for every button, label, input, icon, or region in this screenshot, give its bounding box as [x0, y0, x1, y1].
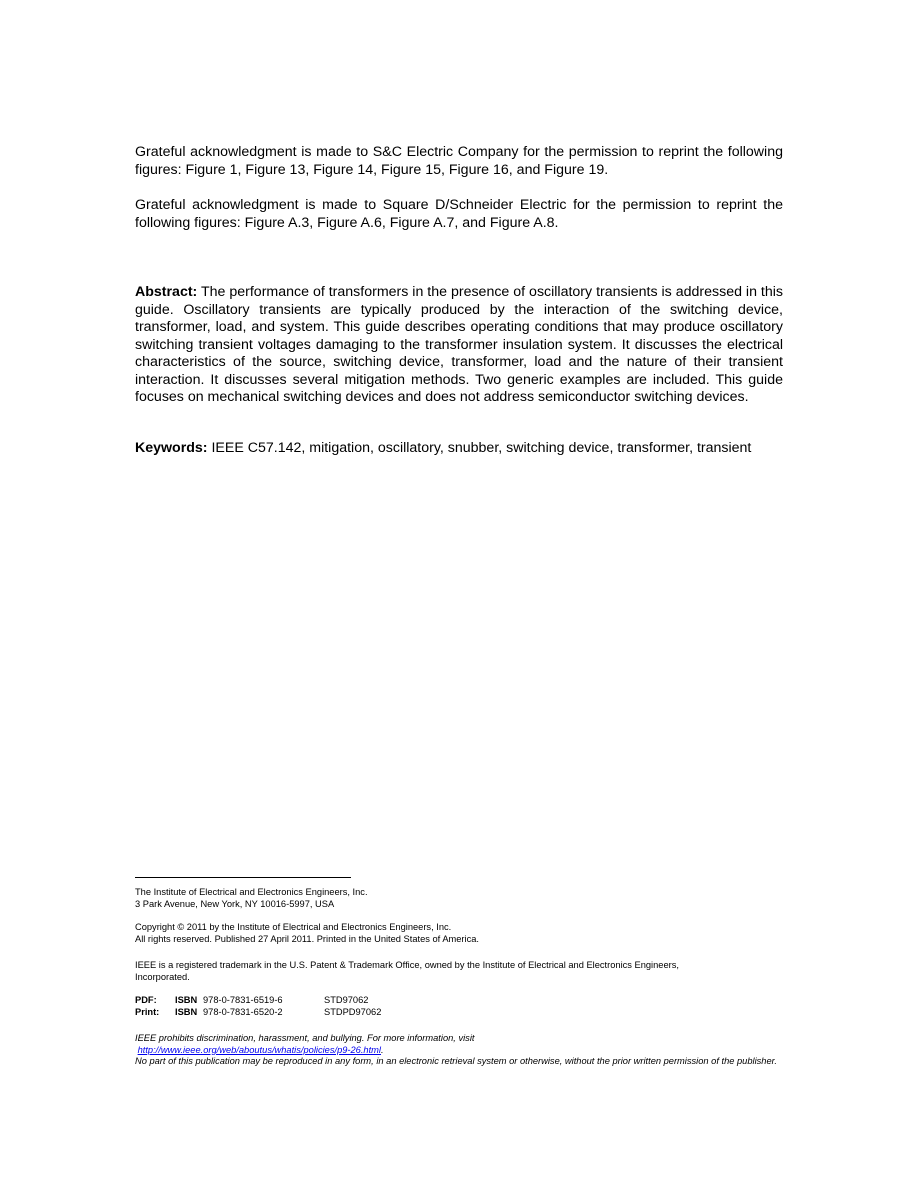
- isbn-format-label: PDF:: [135, 995, 157, 1005]
- policy-link[interactable]: http://www.ieee.org/web/aboutus/whatis/policies/p9-26.html: [137, 1044, 381, 1055]
- abstract-label: Abstract:: [135, 284, 198, 300]
- institute-name: The Institute of Electrical and Electronics Engineers, Inc.: [135, 887, 368, 897]
- keywords-paragraph: [135, 440, 783, 458]
- policy-text: IEEE prohibits discrimination, harassment, and bullying. For more information, visit: [135, 1033, 475, 1043]
- isbn-word: ISBN: [175, 995, 198, 1005]
- trademark-notice: IEEE is a registered trademark in the U.S. Patent & Trademark Office, owned by the Institute of Electrical and Electronics Engineers, Incorporated.: [135, 960, 679, 982]
- policy-notice: [135, 1033, 795, 1068]
- isbn-number: 978-0-7831-6520-2: [203, 1007, 283, 1017]
- reproduction-notice: No part of this publication may be reproduced in any form, in an electronic retrieval system or otherwise, without the prior written permission of the publisher.: [135, 1056, 777, 1066]
- footnote-divider: [135, 877, 351, 878]
- copyright-notice: [135, 922, 795, 945]
- rights-line: All rights reserved. Published 27 April 2011. Printed in the United States of America.: [135, 933, 479, 944]
- isbn-format-label: Print:: [135, 1007, 160, 1017]
- acknowledgment-sc-electric: Grateful acknowledgment is made to S&C Electric Company for the permission to reprint the following figures: Figure 1, Figure 13, Figure 14, Figure 15, Figure 16, and Figure 19.: [135, 144, 783, 178]
- abstract-paragraph: [135, 284, 783, 407]
- keywords-text: IEEE C57.142, mitigation, oscillatory, snubber, switching device, transformer, transient: [207, 440, 752, 456]
- institute-street: 3 Park Avenue, New York, NY 10016-5997, USA: [135, 898, 335, 909]
- policy-link-suffix: .: [381, 1044, 384, 1055]
- isbn-word: ISBN: [175, 1007, 198, 1017]
- institute-address: [135, 887, 795, 910]
- document-page: [135, 0, 783, 1188]
- acknowledgment-schneider: Grateful acknowledgment is made to Square D/Schneider Electric for the permission to reprint the following figures: Figure A.3, Figure A.6, Figure A.7, and Figure A.8.: [135, 197, 783, 231]
- std-number: STDPD97062: [324, 1007, 382, 1017]
- copyright-line: Copyright © 2011 by the Institute of Electrical and Electronics Engineers, Inc.: [135, 922, 452, 932]
- isbn-number: 978-0-7831-6519-6: [203, 995, 283, 1005]
- keywords-label: Keywords:: [135, 440, 208, 456]
- std-number: STD97062: [324, 995, 369, 1005]
- abstract-text: The performance of transformers in the presence of oscillatory transients is addressed in this guide. Oscillatory transients are typically produced by the interaction of the switching device, transformer, load, and system. This guide describes operating conditions that may produce oscillatory switching transient voltages damaging to the transformer insulation system. It discusses the electrical characteristics of the source, switching device, transformer, load and the nature of their transient interaction. It discusses several mitigation methods. Two generic examples are included. This guide focuses on mechanical switching devices and does not address semiconductor switching devices.: [135, 284, 783, 405]
